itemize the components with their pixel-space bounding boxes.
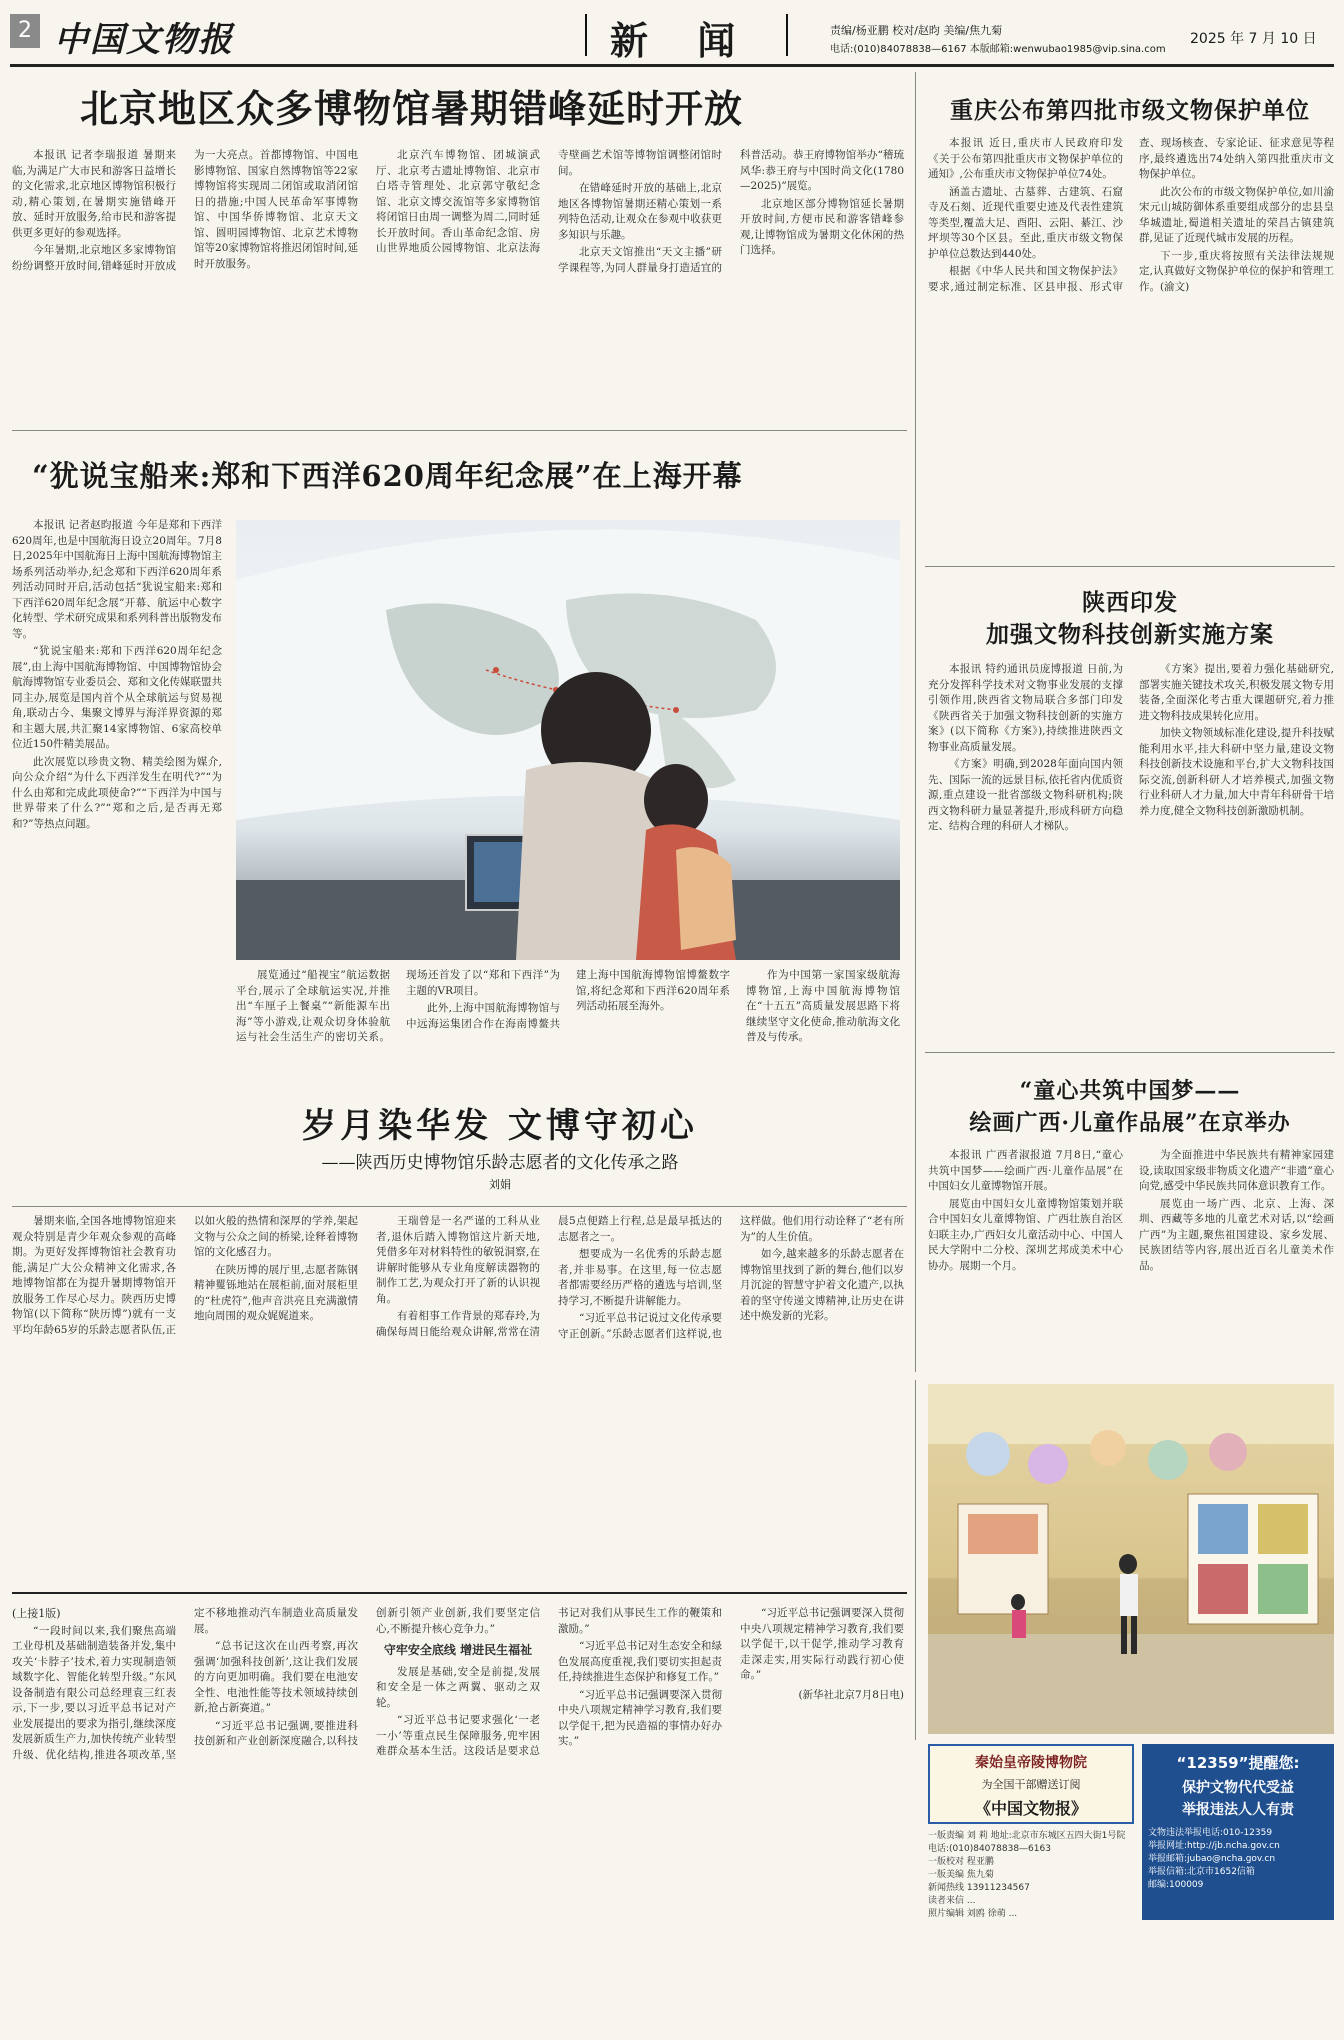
article4-headline: 陕西印发	[1082, 589, 1178, 616]
article5-author: 刘娟	[489, 1178, 511, 1191]
article5-paragraph: 如今,越来越多的乐龄志愿者在博物馆里找到了新的舞台,他们以岁月沉淀的智慧守护着文化遗产,以执着的坚守传递文博精神,让历史在讲述中焕发新的光彩。	[740, 1248, 904, 1322]
article6-headline-line2: 绘画广西·儿童作品展”在京举办	[969, 1110, 1291, 1136]
article6-body	[928, 1148, 1334, 1376]
report-ad-detail: 邮编:100009	[1148, 1880, 1204, 1890]
article1-paragraph: 北京汽车博物馆、团城演武厅、北京考古遗址博物馆、北京市白塔寺管理处、北京郭守敬纪念馆、北京文博交流馆等多家博物馆将闭馆日由周一调整为周二,同时延长开放时间。香山革命纪念馆、房山世界地质公园博物馆、北京法海寺壁画艺术馆等博物馆调整闭馆时间。	[376, 149, 722, 254]
article1-headline: 北京地区众多博物馆暑期错峰延时开放	[80, 86, 744, 131]
section-divider	[925, 566, 1335, 567]
museum-ad-line1: 秦始皇帝陵博物院	[975, 1755, 1087, 1771]
continuation-paragraph: “习近平总书记强调要深入贯彻中央八项规定精神学习教育,我们要以学促干,把为民造福的事情办好办实。”	[558, 1688, 722, 1747]
masthead	[10, 8, 1334, 64]
article3-left-column	[12, 518, 222, 1198]
article5-paragraph: 想要成为一名优秀的乐龄志愿者,并非易事。在这里,每一位志愿者都需要经历严格的遴选与培训,坚持学习,不断提升讲解能力。	[558, 1248, 722, 1307]
report-ad-line2: 保护文物代代受益	[1182, 1780, 1294, 1796]
continuation-paragraph: “习近平总书记强调,要推进科技创新和产业创新深度融合,以科技创新引领产业创新,我们要坚定信心,不断提升核心竞争力。”	[194, 1607, 540, 1747]
report-ad-line1: “12359”提醒您:	[1176, 1754, 1300, 1772]
editors-line-2: 电话:(010)84078838—6167 本版邮箱:wenwubao1985@vip.sina.com	[830, 44, 1166, 55]
continuation-paragraph: “一段时间以来,我们聚焦高端工业母机及基础制造装备并发,集中攻关‘卡脖子’技术,着力实现制造领域数字化、智能化转型升级。”东风设备制造有限公司总经理袁三红表示,下一步,要以习近平总书记对产业发展提出的要求为指引,继续深度发展新质生产力,加快传统产业转型升级、优化结构,推进各项改革,坚定不移地推动汽车制造业高质量发展。	[12, 1607, 358, 1761]
article2-paragraph: 此次公布的市级文物保护单位,如川渝宋元山城防御体系重要组成部分的忠县皇华城遗址,蜀道相关遗址的荣昌古镇建筑群,见证了近现代城市发展的历程。	[1139, 185, 1334, 244]
article5-subtitle: ——陕西历史博物馆乐龄志愿者的文化传承之路	[321, 1153, 679, 1173]
article2-paragraph: 涵盖古遗址、古墓葬、古建筑、石窟寺及石刻、近现代重要史迹及代表性建筑等类型,覆盖大足、酉阳、云阳、綦江、沙坪坝等30个区县。至此,重庆市级文物保护单位总数达到440处。	[928, 185, 1123, 260]
article6-paragraph: 展览由中国妇女儿童博物馆策划并联合中国妇女儿童博物馆、广西壮族自治区妇联主办,广西妇女儿童活动中心、中国人民大学附中二分校、深圳艺邦成美术中心协办。展期一个月。	[928, 1197, 1123, 1272]
museum-ad	[928, 1744, 1134, 1824]
exhibition-photo-illustration	[236, 520, 900, 960]
section-divider	[12, 430, 907, 431]
article3-headline: “犹说宝船来:郑和下西洋620周年纪念展”在上海开幕	[32, 459, 743, 493]
article1-byline: 本报讯 记者李瑞报道 暑期来临,为满足广大市民和游客日益增长的文化需求,北京地区博物馆积极行动,精心策划,在暑期实施错峰开放、延时开放服务,给市民和游客提供更多更好的参观选择。	[12, 149, 176, 239]
editors-line-1: 责编/杨亚鹏 校对/赵昀 美编/焦九菊	[830, 24, 1003, 37]
museum-ad-line2: 为全国干部赠送订阅	[981, 1778, 1081, 1791]
article1-paragraph: 在错峰延时开放的基础上,北京地区各博物馆暑期还精心策划一系列特色活动,让观众在参观中收获更多知识与乐趣。	[558, 182, 722, 241]
report-ad-line3: 举报违法人人有责	[1182, 1802, 1294, 1818]
article6-byline: 本报讯 广西者淑报道 7月8日,“童心共筑中国梦——绘画广西·儿童作品展”在中国妇女儿童博物馆开展。	[928, 1149, 1123, 1192]
imprint-line: 新闻热线 13911234567	[928, 1883, 1030, 1893]
article5-paragraph: 王瑞曾是一名严谨的工科从业者,退休后踏入博物馆这片新天地,凭借多年对材料特性的敏锐洞察,在讲解时能够从专业角度解读器物的制作工艺,为观众打开了新的认识视角。	[376, 1215, 540, 1305]
article4-paragraph: 《方案》提出,要着力强化基础研究,部署实施关键技术攻关,积极发展文物专用装备,全面深化考古重大课题研究,着力推进文物科技成果转化应用。	[1139, 663, 1334, 722]
report-hotline-ad	[1142, 1744, 1334, 1920]
section-divider	[12, 1206, 907, 1207]
section-divider	[925, 1052, 1335, 1053]
imprint-line: 一版校对 程亚鹏	[928, 1857, 994, 1867]
masthead-rule	[10, 64, 1334, 67]
report-ad-detail: 举报邮箱:jubao@ncha.gov.cn	[1148, 1854, 1276, 1864]
continuation-paragraph: 发展是基础,安全是前提,发展和安全是一体之两翼、驱动之双轮。	[376, 1665, 540, 1709]
article4-paragraph: 《方案》明确,到2028年面向国内领先、国际一流的远景目标,依托省内优质资源,重点建设一批省部级文物科研机构;陕西文物科研力量显著提升,形成科研方向稳定、结构合理的科研人才梯队。	[928, 758, 1123, 832]
article5-body	[12, 1214, 904, 1584]
imprint-line: 一版责编 刘 莉 地址:北京市东城区五四大街1号院 电话:(010)84078838—6163	[928, 1831, 1126, 1854]
article6-paragraph: 展览由一场广西、北京、上海、深圳、西藏等多地的儿童艺术对话,以“绘画广西”为主题,聚焦祖国建设、家乡发展、民族团结等内容,展出近百名儿童美术作品。	[1139, 1197, 1334, 1272]
imprint-line: 照片编辑 刘鸥 徐萌 ...	[928, 1909, 1018, 1919]
article1-paragraph: 北京天文馆推出“天文主播”研学课程等,为同人群量身打造适宜的科普活动。恭王府博物馆举办“稽琉风华:恭王府与中国时尚文化(1780—2025)”展览。	[558, 149, 904, 274]
imprint-line: 读者来信 ...	[928, 1896, 976, 1906]
exhibition-photo	[236, 520, 900, 960]
museum-ad-line3: 《中国文物报》	[974, 1799, 1087, 1818]
continuation-body	[12, 1606, 904, 2031]
report-ad-detail: 举报信箱:北京市1652信箱	[1148, 1867, 1255, 1877]
article2-byline: 本报讯 近日,重庆市人民政府印发《关于公布第四批重庆市文物保护单位的通知》,公布重庆市文物保护单位74处。	[928, 137, 1123, 180]
article2-body	[928, 136, 1334, 556]
imprint-block	[928, 1830, 1134, 2030]
section-rule	[12, 1592, 907, 1594]
article3-paragraph: 作为中国第一家国家级航海博物馆,上海中国航海博物馆在“十五五”高质量发展思路下将继续坚守文化使命,推动航海文化普及与传承。	[746, 969, 900, 1043]
article5-paragraph: “习近平总书记说过文化传承要守正创新。”乐龄志愿者们这样说,也这样做。他们用行动诠释了“老有所为”的人生价值。	[558, 1215, 904, 1340]
article5-paragraph: 在陕历博的展厅里,志愿者陈钢精神矍铄地站在展柜前,面对展柜里的“杜虎符”,他声音洪亮且充满激情地向周围的观众娓娓道来。	[194, 1263, 358, 1322]
article4-body	[928, 662, 1334, 1042]
masthead-divider-left	[585, 14, 587, 56]
article2-headline: 重庆公布第四批市级文物保护单位	[950, 97, 1310, 124]
article1-paragraph: 北京地区部分博物馆延长暑期开放时间,方便市民和游客错峰参观,让博物馆成为暑期文化休闲的热门选择。	[740, 197, 904, 256]
continuation-source: (新华社北京7月8日电)	[798, 1688, 904, 1701]
article4-paragraph: 加快文物领域标准化建设,提升科技赋能利用水平,挂大科研中坚力量,建设文物科技创新技术设施和平台,扩大文物科技国际交流,创新科研人才培养模式,加强文物行业科研人才力量,加大中青年科研骨干培养力度,健全文物科技创新激励机制。	[1139, 727, 1334, 817]
article6-paragraph: 为全面推进中华民族共有精神家园建设,读取国家级非物质文化遗产“非遗”童心向党,感受中华民族共同体意识教育工作。	[1139, 1149, 1334, 1192]
article2-paragraph: 根据《中华人民共和国文物保护法》要求,通过制定标准、区县申报、形式审查、现场核查、专家论证、征求意见等程序,最终遴选出74处纳入第四批重庆市文物保护单位。	[928, 137, 1334, 293]
page-number: 2	[10, 14, 40, 48]
report-ad-detail: 文物违法举报电话:010-12359	[1148, 1828, 1273, 1838]
article2-paragraph: 下一步,重庆将按照有关法律法规规定,认真做好文物保护单位的保护和管理工作。(渝文)	[1139, 249, 1334, 293]
continuation-paragraph: “习近平总书记要求强化‘一老一小’等重点民生保障服务,兜牢困难群众基本生活。这段话是要求总书记对我们从事民生工作的鞭策和激励。”	[376, 1607, 722, 1757]
report-ad-detail: 举报网址:http://jb.ncha.gov.cn	[1148, 1841, 1280, 1851]
article3-byline: 本报讯 记者赵昀报道 今年是郑和下西洋620周年,也是中国航海日设立20周年。7月8日,2025年中国航海日上海中国航海博物馆主场系列活动举办,纪念郑和下西洋620周年系列活动同时开启,活动包括“犹说宝船来:郑和下西洋620周年纪念展”开幕、航运中心数字化转型、学术研究成果和系列科普出版物发布等。	[12, 519, 222, 640]
article3-paragraph: 此外,上海中国航海博物馆与中远海运集团合作在海南博鳌共建上海中国航海博物馆博鳌数字馆,将纪念郑和下西洋620周年系列活动拓展至海外。	[406, 969, 730, 1030]
column-divider	[915, 1380, 916, 1740]
article1-body	[12, 148, 904, 418]
issue-date: 2025 年 7 月 10 日	[1190, 31, 1317, 47]
article3-paragraph: 展览通过“船视宝”航运数据平台,展示了全球航运实况,并推出“车厘子上餐桌”“新能源车出海”等小游戏,让观众切身体验航运与社会生活生产的密切关系。现场还首发了以“郑和下西洋”为主题的VR项目。	[236, 969, 560, 1043]
paper-name: 中国文物报	[54, 20, 234, 60]
continuation-paragraph: “习近平总书记对生态安全和绿色发展高度重视,我们要切实担起责任,持续推进生态保护和修复工作。”	[558, 1640, 722, 1683]
article3-paragraph: 此次展览以珍贵文物、精美绘图为媒介,向公众介绍“为什么下西洋发生在明代?”“为什么由郑和完成此项使命?”“下西洋为中国与世界带来了什么?”“郑和之后,是否再无郑和?”等热点问题。	[12, 755, 222, 830]
article5-paragraph: 有着相事工作背景的郑春玲,为确保每周日能给观众讲解,常常在清晨5点便踏上行程,总是最早抵达的志愿者之一。	[376, 1215, 722, 1338]
continuation-heading: (上接1版)	[12, 1607, 61, 1620]
continuation-subheading: 守牢安全底线 增进民生福祉	[383, 1643, 533, 1657]
column-divider	[915, 72, 916, 1372]
children-exhibition-photo	[928, 1384, 1334, 1734]
article1-paragraph: 今年暑期,北京地区多家博物馆纷纷调整开放时间,错峰延时开放成为一大亮点。首都博物馆、中国电影博物馆、国家自然博物馆等22家博物馆将实现周二闭馆或取消闭馆日的措施;中国人民革命军事博物馆、中国华侨博物馆、北京天文馆、圆明园博物馆、北京艺术博物馆等20家博物馆将推迟闭馆时间,延时开放服务。	[12, 149, 358, 272]
children-exhibition-illustration	[928, 1384, 1334, 1734]
article4-byline: 本报讯 特约通讯员庞博报道 日前,为充分发挥科学技术对文物事业发展的支撑引领作用,陕西省文物局联合多部门印发《陕西省关于加强文物科技创新的实施方案》(以下简称《方案》),持续推进陕西文物事业高质量发展。	[928, 663, 1123, 753]
article6-headline: “童心共筑中国梦——	[1019, 1078, 1241, 1104]
continuation-paragraph: “习近平总书记强调要深入贯彻中央八项规定精神学习教育,我们要以学促干,以干促学,推动学习教育走深走实,用实际行动践行初心使命。”	[740, 1607, 904, 1681]
article5-paragraph: 暑期来临,全国各地博物馆迎来观众特别是青少年观众参观的高峰期。为更好发挥博物馆社会教育功能,满足广大公众精神文化需求,各地博物馆都在为提升暑期博物馆开放服务工作尽心尽力。陕西历史博物馆(以下简称“陕历博”)就有一支平均年龄65岁的乐龄志愿者队伍,正以如火般的热情和深厚的学养,架起文物与公众之间的桥梁,诠释着博物馆的文化感召力。	[12, 1215, 358, 1336]
article3-paragraph: “犹说宝船来:郑和下西洋620周年纪念展”,由上海中国航海博物馆、中国博物馆协会航海博物馆专业委员会、郑和文化传媒联盟共同主办,展览是国内首个从全球航运与贸易视角,联动古今、集聚文博界与海洋界资源的郑和主题大展,共汇聚14家博物馆、6家高校单位近150件精美展品。	[12, 645, 222, 750]
section-title: 新 闻	[610, 19, 754, 63]
article4-headline-line2: 加强文物科技创新实施方案	[986, 621, 1274, 648]
imprint-line: 一版美编 焦九菊	[928, 1870, 994, 1880]
continuation-paragraph: “总书记这次在山西考察,再次强调‘加强科技创新’,这让我们发展的方向更加明确。我们要在电池安全性、电池性能等技术领域持续创新,抢占新赛道。”	[194, 1640, 358, 1714]
article5-headline: 岁月染华发 文博守初心	[302, 1106, 698, 1146]
masthead-divider-right	[786, 14, 788, 56]
